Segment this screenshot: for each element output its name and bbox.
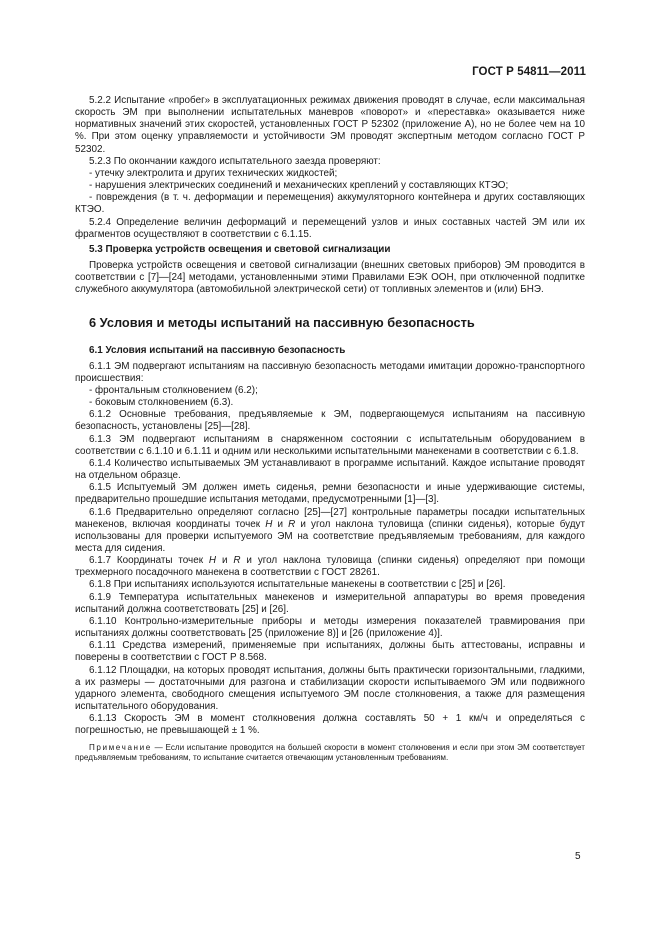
paragraph-5-2-2: 5.2.2 Испытание «пробег» в эксплуатационных режимах движения проводят в случае, если максимальная скорость ЭМ при выполнении испытательных маневров «поворот» и «переставка» оказывается ниже нормативных значений этих скоростей, установленных ГОСТ Р 52302 (приложение А), но не более чем на 10 %. При этом оценку управляемости и устойчивости ЭМ проводят экспертным методом согласно ГОСТ Р 52302. (75, 95, 585, 155)
paragraph-6-1-3: 6.1.3 ЭМ подвергают испытаниям в снаряженном состоянии с испытательным оборудованием в соответствии с 6.1.10 и 6.1.11 и одним или несколькими испытательными манекенами в соответствии с 6.1.8. (75, 433, 585, 457)
paragraph-6-1-2: 6.1.2 Основные требования, предъявляемые к ЭМ, подвергающемуся испытаниям на пассивную безопасность, установлены [25]—[28]. (75, 409, 585, 433)
paragraph-6-1-6 (75, 507, 585, 556)
conjunction-text: и (216, 555, 234, 567)
note-text: — Если испытание проводится на большей скорости в момент столкновения и если при этом ЭМ соответствует предъявляемым требованиям, то испытание считается отвечающим установленным требованиям. (75, 742, 585, 762)
paragraph-text: и угол наклона туловища (спинки сиденья) определяют при помощи трехмерного посадочного манекена в соответствии с ГОСТ 28261. (75, 555, 585, 579)
paragraph-5-2-4: 5.2.4 Определение величин деформаций и перемещений узлов и иных составных частей ЭМ или их фрагментов осуществляют в соответствии с 6.1.15. (75, 216, 585, 240)
paragraph-6-1-5: 6.1.5 Испытуемый ЭМ должен иметь сиденья, ремни безопасности и иные удерживающие системы, предварительно прошедшие испытания методами, предусмотренными [1]—[3]. (75, 482, 585, 506)
paragraph-6-1-9: 6.1.9 Температура испытательных манекенов и измерительной аппаратуры во время проведения испытаний должна соответствовать [25] и [26]. (75, 591, 585, 615)
paragraph-6-1-11: 6.1.11 Средства измерений, применяемые при испытаниях, должны быть аттестованы, исправны и поверены в соответствии с ГОСТ Р 8.568. (75, 640, 585, 664)
page-number: 5 (575, 851, 581, 862)
note (75, 743, 585, 764)
conjunction-text: и (272, 518, 289, 530)
point-h-symbol: H (208, 555, 217, 567)
paragraph-text: 6.1.6 Предварительно определяют согласно [25]—[27] контрольные параметры посадки испытательных манекенов, включая координаты точек (75, 506, 585, 530)
point-r-symbol: R (288, 518, 296, 530)
document-body (75, 95, 585, 763)
paragraph-6-1-10: 6.1.10 Контрольно-измерительные приборы и методы измерения показателей травмирования при испытаниях должны соответствовать [25 (приложение 8)] и [26 (приложение 4)]. (75, 615, 585, 640)
paragraph-6-1-7 (75, 555, 585, 579)
paragraph-6-1-8: 6.1.8 При испытаниях используются испытательные манекены в соответствии с [25] и [26]. (89, 579, 506, 591)
list-item: - боковым столкновением (6.3). (89, 397, 234, 409)
point-r-symbol: R (233, 555, 241, 567)
list-item: - утечку электролита и других технических жидкостей; (89, 167, 338, 179)
paragraph-6-1-1: 6.1.1 ЭМ подвергают испытаниям на пассивную безопасность методами имитации дорожно-транспортного происшествия: (75, 360, 585, 384)
paragraph-5-2-3: 5.2.3 По окончании каждого испытательного заезда проверяют: (89, 155, 381, 167)
list-item: - повреждения (в т. ч. деформации и перемещения) аккумуляторного контейнера и других составляющих КТЭО. (75, 192, 585, 216)
paragraph-6-1-13: 6.1.13 Скорость ЭМ в момент столкновения должна составлять 50 + 1 км/ч и определяться с погрешностью, не превышающей ± 1 %. (75, 713, 585, 737)
paragraph-text: и угол наклона туловища (спинки сиденья), которые будут использованы для проверки испытуемого ЭМ на соответствие предъявляемым требованиям, для каждого места для сидения. (75, 518, 585, 554)
note-label: Примечание (89, 742, 152, 752)
paragraph-text: 6.1.7 Координаты точек (89, 555, 209, 567)
point-h-symbol: H (265, 518, 273, 530)
paragraph-6-1-12: 6.1.12 Площадки, на которых проводят испытания, должны быть практически горизонтальными, гладкими, а их размеры — достаточными для разгона и стабилизации скорости испытываемого ЭМ или подвижного ударного элемента, свободного смещения испытуемого ЭМ после столкновения, а также для размещения испытательного оборудования. (75, 664, 585, 713)
paragraph-5-3: Проверка устройств освещения и световой сигнализации (внешних световых приборов) ЭМ проводится в соответствии с [7]—[24] методами, установленными этими Правилами ЕЭК ООН, при отключенной подпитке служебного аккумулятора (автомобильной электрической сети) от топливных элементов и (или) БНЭ. (75, 260, 585, 296)
paragraph-6-1-4: 6.1.4 Количество испытываемых ЭМ устанавливают в программе испытаний. Каждое испытание проводят на отдельном образце. (75, 457, 585, 482)
page-header-standard-code: ГОСТ Р 54811—2011 (472, 66, 586, 78)
section-heading-6-1: 6.1 Условия испытаний на пассивную безопасность (89, 344, 346, 356)
list-item: - нарушения электрических соединений и механических креплений у составляющих КТЭО; (89, 180, 509, 192)
chapter-heading-6: 6 Условия и методы испытаний на пассивную безопасность (89, 314, 475, 330)
list-item: - фронтальным столкновением (6.2); (89, 384, 258, 396)
section-heading-5-3: 5.3 Проверка устройств освещения и световой сигнализации (89, 243, 391, 255)
